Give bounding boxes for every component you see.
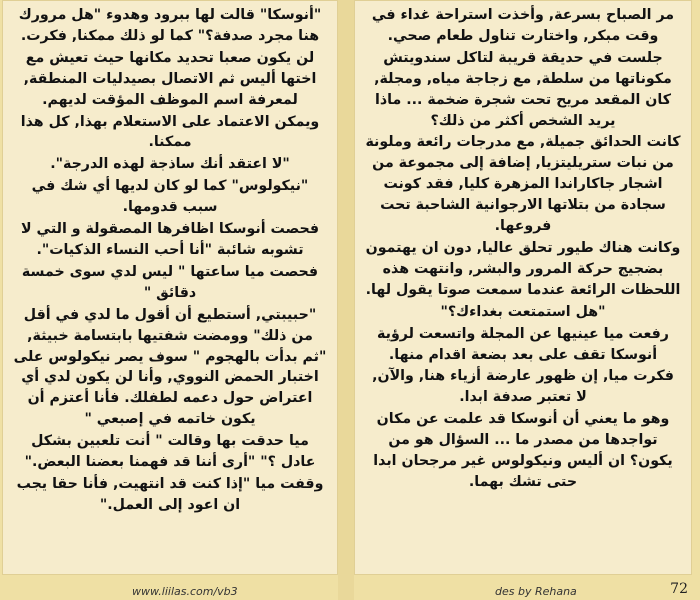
site-url: www.liilas.com/vb3 (132, 585, 238, 598)
right-text-column (354, 0, 692, 575)
paragraph: رفعت ميا عينيها عن المجلة واتسعت لرؤية أنوسكا تقف على بعد بضعة اقدام منها. (377, 325, 669, 363)
paragraph: "هل استمتعت بغداءك؟" (440, 303, 606, 320)
paragraph: لن يكون صعبا تحديد مكانها حيث تعيش مع اختها أليس ثم الاتصال بصيدليات المنطقة, لمعرفة اسم الموظف المؤقت لديهم. (23, 49, 317, 108)
paragraph: جلست في حديقة قريبة لتاكل سندويتش مكوناتها من سلطة, مع زجاجة مياه, ومجلة, كان المقعد مريح تحت شجرة ضخمة ... ماذا يريد الشخص أكثر من ذلك؟ (374, 49, 672, 129)
paragraph: فحصت ميا ساعتها " ليس لدي سوى خمسة دقائق " (21, 263, 319, 301)
paragraph: فحصت أنوسكا اظافرها المصقولة و التي لا تشوبه شائبة "أنا أحب النساء الذكيات". (20, 221, 320, 258)
left-text-column (2, 0, 338, 575)
column-gutter (338, 0, 354, 600)
paragraph: فكرت ميا, إن ظهور عارضة أزياء هنا, والآن, لا تعتبر صدفة ابدا. (372, 368, 674, 406)
paragraph: مر الصباح بسرعة, وأخذت استراحة غداء في وقت مبكر, واختارت تناول طعام صحي. (371, 7, 675, 44)
paragraph: "لا اعتقد أنك ساذجة لهذه الدرجة". (50, 156, 290, 173)
designer-credit: des by Rehana (495, 585, 577, 598)
paragraph: "حبيبتي, أستطيع أن أقول ما لدي في أقل من ذلك" وومضت شفتيها بابتسامة خبيثة, "ثم بدأت بالهجوم " سوف يصر نيكولوس على اختبار الحمض النووي, وأنا لن يكون لدي أي اعتراض حول دعمه لطفلك. فأنا أعتزم أن يكون خاتمه في إصبعي " (13, 306, 327, 428)
paragraph: ميا حدقت بها وقالت " أنت تلعبين بشكل عادل ؟" "أرى أننا قد فهمنا بعضنا البعض." (24, 433, 316, 471)
paragraph: وكانت هناك طيور تحلق عاليا, دون ان يهتمون بضجيج حركة المرور والبشر, وانتهت هذه اللحظات الرائعة عندما سمعت صوتا يقول لها. (365, 239, 681, 298)
paragraph: ويمكن الاعتماد على الاستعلام بهذا, كل هذا ممكنا. (20, 113, 320, 151)
page-number: 72 (670, 581, 688, 597)
paragraph: وقفت ميا "إذا كنت قد انتهيت, فأنا حقا يجب ان اعود إلى العمل." (16, 475, 324, 513)
paragraph: "أنوسكا" قالت لها ببرود وهدوء "هل مرورك هنا مجرد صدفة؟" كما لو ذلك ممكنا, فكرت. (18, 7, 322, 44)
paragraph: "نيكولوس" كما لو كان لديها أي شك في سبب قدومها. (31, 178, 309, 216)
paragraph: وهو ما يعني أن أنوسكا قد علمت عن مكان تواجدها من مصدر ما ... السؤال هو من يكون؟ ان أليس ونيكولوس غير مرجحان ابدا حتى تشك بهما. (373, 411, 673, 490)
paragraph: كانت الحدائق جميلة, مع مدرجات رائعة وملونة من نبات ستريليتزيا, إضافة إلى مجموعة من اشجار جاكاراندا المزهرة كليا, فقد كونت سجادة من بتلاتها الارجوانية الشاحبة تحت فروعها. (365, 134, 681, 235)
